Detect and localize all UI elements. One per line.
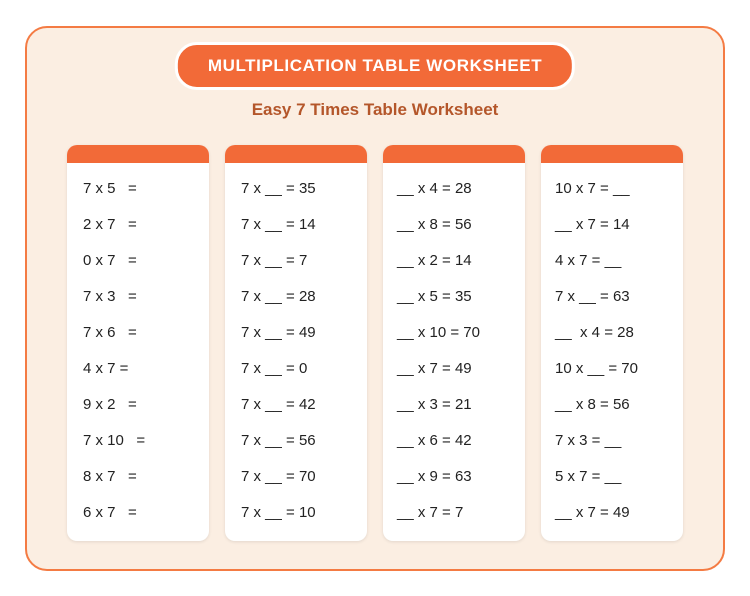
problem-row: __ x 7 = 49: [397, 360, 472, 377]
problem-row: __ x 5 = 35: [397, 288, 472, 305]
problem-row: __ x 9 = 63: [397, 468, 472, 485]
problem-row: 7 x __ = 42: [241, 396, 316, 413]
problem-row: 7 x __ = 35: [241, 180, 316, 197]
problem-column-1: [67, 145, 209, 541]
problem-list: [383, 163, 525, 531]
worksheet-banner-title: MULTIPLICATION TABLE WORKSHEET: [175, 42, 575, 90]
problem-row: __ x 4 = 28: [397, 180, 472, 197]
problem-row: 7 x __ = 28: [241, 288, 316, 305]
column-header-bar: [67, 145, 209, 163]
problem-list: [541, 163, 683, 531]
column-header-bar: [383, 145, 525, 163]
problem-row: 7 x 10 =: [83, 432, 146, 449]
problem-row: 2 x 7 =: [83, 216, 137, 233]
problem-row: __ x 7 = 49: [555, 504, 630, 521]
problem-columns: [67, 145, 683, 541]
problem-row: 7 x 5 =: [83, 180, 137, 197]
problem-column-2: [225, 145, 367, 541]
problem-row: 6 x 7 =: [83, 504, 137, 521]
problem-list: [225, 163, 367, 531]
problem-row: 9 x 2 =: [83, 396, 137, 413]
problem-row: 7 x __ = 49: [241, 324, 316, 341]
worksheet-card: [25, 26, 725, 571]
worksheet-subtitle: Easy 7 Times Table Worksheet: [251, 100, 499, 119]
problem-row: 7 x __ = 10: [241, 504, 316, 521]
problem-row: __ x 10 = 70: [397, 324, 480, 341]
problem-row: 7 x __ = 56: [241, 432, 316, 449]
column-header-bar: [225, 145, 367, 163]
problem-row: __ x 7 = 7: [397, 504, 464, 521]
problem-row: 7 x __ = 0: [241, 360, 308, 377]
problem-row: __ x 8 = 56: [555, 396, 630, 413]
problem-row: 5 x 7 = __: [555, 468, 622, 485]
problem-row: __ x 2 = 14: [397, 252, 472, 269]
problem-row: 4 x 7 = __: [555, 252, 622, 269]
problem-row: 7 x __ = 63: [555, 288, 630, 305]
problem-row: __ x 6 = 42: [397, 432, 472, 449]
problem-row: 4 x 7 =: [83, 360, 129, 377]
problem-row: 8 x 7 =: [83, 468, 137, 485]
problem-column-3: [383, 145, 525, 541]
problem-list: [67, 163, 209, 531]
problem-row: 7 x 3 =: [83, 288, 137, 305]
problem-row: 7 x 3 = __: [555, 432, 622, 449]
problem-row: __ x 4 = 28: [555, 324, 634, 341]
column-header-bar: [541, 145, 683, 163]
problem-row: __ x 7 = 14: [555, 216, 630, 233]
problem-row: __ x 8 = 56: [397, 216, 472, 233]
problem-row: 7 x __ = 14: [241, 216, 316, 233]
problem-row: 10 x 7 = __: [555, 180, 630, 197]
problem-row: __ x 3 = 21: [397, 396, 472, 413]
problem-row: 10 x __ = 70: [555, 360, 638, 377]
problem-column-4: [541, 145, 683, 541]
problem-row: 7 x __ = 70: [241, 468, 316, 485]
problem-row: 0 x 7 =: [83, 252, 137, 269]
problem-row: 7 x 6 =: [83, 324, 137, 341]
problem-row: 7 x __ = 7: [241, 252, 308, 269]
